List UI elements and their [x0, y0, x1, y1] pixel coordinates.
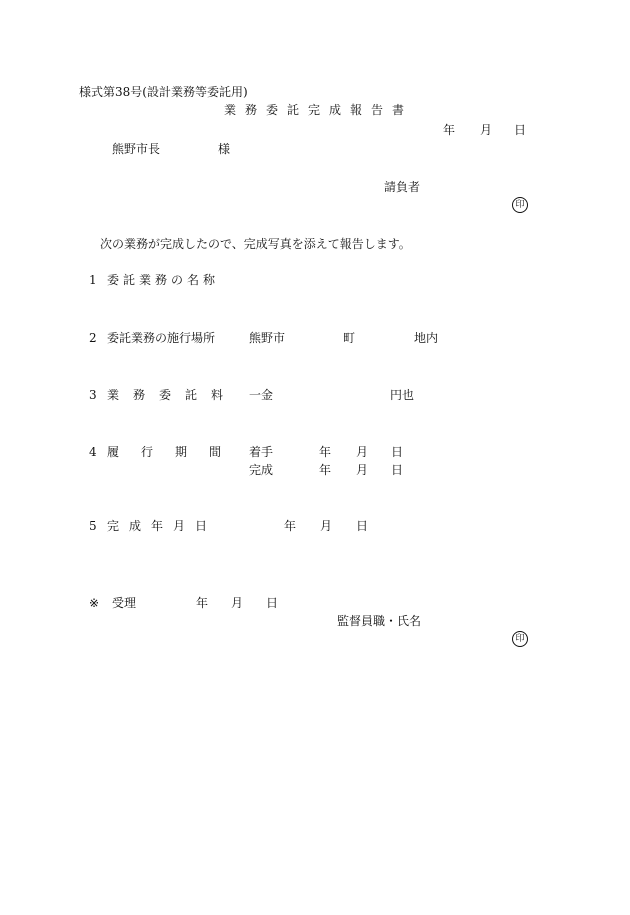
item2-town: 町: [343, 331, 356, 345]
honorific: 様: [218, 142, 231, 156]
item4-start-year: 年: [319, 445, 332, 459]
item4-end-month: 月: [356, 463, 369, 477]
item5-month: 月: [320, 519, 333, 533]
seal-icon: 印: [512, 631, 528, 647]
supervisor-label: 監督員職・氏名: [337, 614, 422, 628]
item2-lot: 地内: [414, 331, 439, 345]
item3-prefix: 一金: [249, 388, 274, 402]
item1-number: 1: [89, 273, 97, 287]
item1-label: 委託業務の名称: [107, 273, 220, 287]
receipt-day: 日: [266, 596, 279, 610]
form-title: 業務委託完成報告書: [224, 103, 414, 117]
date-year: 年: [443, 123, 456, 137]
item3-suffix: 円也: [390, 388, 415, 402]
item5-year: 年: [284, 519, 297, 533]
date-month: 月: [480, 123, 493, 137]
item2-city: 熊野市: [249, 331, 286, 345]
item4-label: 履行期間: [107, 445, 244, 459]
item3-number: 3: [89, 388, 97, 402]
item4-start-month: 月: [356, 445, 369, 459]
item4-number: 4: [89, 445, 97, 459]
item4-start-day: 日: [391, 445, 404, 459]
seal-icon: 印: [512, 197, 528, 213]
item5-number: 5: [89, 519, 97, 533]
intro-text: 次の業務が完成したので、完成写真を添えて報告します。: [100, 237, 411, 251]
item4-end-label: 完成: [249, 463, 274, 477]
item5-day: 日: [356, 519, 369, 533]
date-day: 日: [514, 123, 527, 137]
item4-end-year: 年: [319, 463, 332, 477]
receipt-month: 月: [231, 596, 244, 610]
receipt-year: 年: [196, 596, 209, 610]
addressee: 熊野市長: [112, 142, 161, 156]
contractor-label: 請負者: [384, 180, 421, 194]
item4-end-day: 日: [391, 463, 404, 477]
item3-label: 業務委託料: [107, 388, 238, 402]
form-number: 様式第38号(設計業務等委託用): [79, 85, 248, 99]
item2-label: 委託業務の施行場所: [107, 331, 216, 345]
receipt-label: 受理: [112, 596, 137, 610]
item4-start-label: 着手: [249, 445, 274, 459]
item5-label: 完成年月日: [107, 519, 218, 533]
reference-mark: ※: [89, 596, 100, 610]
item2-number: 2: [89, 331, 97, 345]
